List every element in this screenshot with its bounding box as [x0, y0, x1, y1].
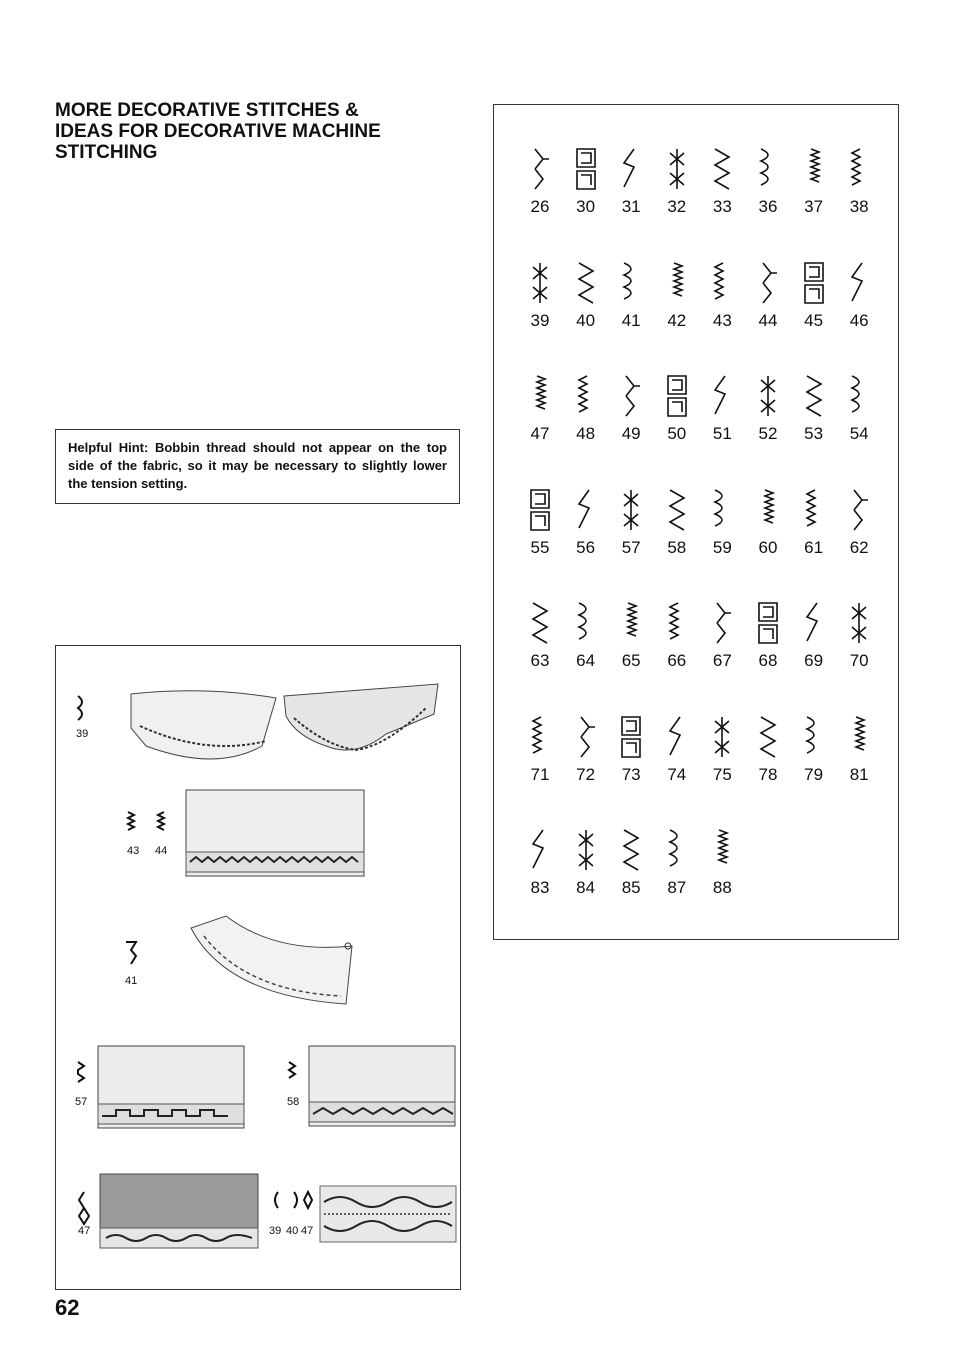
- stitch-pattern-icon: [745, 484, 791, 536]
- sample-label: 40: [286, 1225, 299, 1237]
- stitch-46: [836, 257, 882, 337]
- stitch-47: [517, 370, 563, 450]
- stitch-73: [608, 711, 654, 791]
- sample-label: 58: [287, 1096, 300, 1108]
- sample-label: 41: [125, 975, 138, 987]
- stitch-number: 85: [621, 878, 641, 897]
- stitch-40: [563, 257, 609, 337]
- stitch-number: 47: [530, 424, 550, 443]
- stitch-55: [517, 484, 563, 564]
- stitch-number: 72: [576, 764, 596, 784]
- stitch-83: [517, 824, 563, 904]
- stitch-pattern-icon: [836, 484, 882, 536]
- stitch-45: [791, 257, 837, 337]
- stitch-85: [608, 824, 654, 904]
- stitch-number: 71: [530, 764, 550, 784]
- stitch-pattern-icon: [745, 257, 791, 309]
- stitch-number: 66: [667, 651, 687, 670]
- sample-label: 43: [127, 845, 140, 857]
- stitch-pattern-icon: [608, 711, 654, 763]
- stitch-87: [654, 824, 700, 904]
- stitch-26: [517, 143, 563, 223]
- stitch-number: 68: [758, 651, 778, 670]
- stitch-number: 53: [804, 424, 824, 443]
- stitch-pattern-icon: [608, 143, 654, 195]
- stitch-72: [563, 711, 609, 791]
- stitch-62: [836, 484, 882, 564]
- stitch-65: [608, 597, 654, 677]
- stitch-number: 33: [712, 197, 732, 216]
- stitch-33: [699, 143, 745, 223]
- stitch-pattern-icon: [563, 484, 609, 536]
- stitch-pattern-icon: [608, 484, 654, 536]
- stitch-pattern-icon: [745, 143, 791, 195]
- stitch-69: [791, 597, 837, 677]
- stitch-32: [654, 143, 700, 223]
- stitch-pattern-icon: [699, 484, 745, 536]
- stitch-number: 38: [849, 197, 869, 216]
- stitch-number: 40: [576, 310, 596, 330]
- page-title: [55, 100, 455, 163]
- stitch-number: 56: [576, 537, 596, 557]
- sample-band-39-40-47: [320, 1186, 456, 1242]
- stitch-59: [699, 484, 745, 564]
- stitch-81: [836, 711, 882, 791]
- stitch-pattern-icon: [836, 257, 882, 309]
- stitch-pattern-icon: [836, 711, 882, 763]
- title-line: IDEAS FOR DECORATIVE MACHINE: [55, 121, 381, 142]
- stitch-57: [608, 484, 654, 564]
- stitch-37: [791, 143, 837, 223]
- stitch-pattern-icon: [517, 711, 563, 763]
- stitch-49: [608, 370, 654, 450]
- stitch-number: 49: [621, 424, 641, 443]
- stitch-58: [654, 484, 700, 564]
- stitch-number: 74: [667, 764, 687, 784]
- stitch-pattern-icon: [791, 711, 837, 763]
- stitch-pattern-icon: [699, 257, 745, 309]
- stitch-number: 58: [667, 537, 687, 557]
- stitch-number: 78: [758, 764, 778, 784]
- stitch-36: [745, 143, 791, 223]
- stitch-79: [791, 711, 837, 791]
- sample-collar-right: [284, 684, 438, 750]
- stitch-number: 55: [530, 537, 550, 557]
- sample-curved-41: [191, 916, 352, 1004]
- stitch-number: 75: [712, 764, 732, 784]
- stitch-68: [745, 597, 791, 677]
- stitch-pattern-icon: [608, 257, 654, 309]
- stitch-number: 60: [758, 537, 778, 557]
- stitch-number: 37: [804, 197, 824, 216]
- sample-label: 57: [75, 1096, 88, 1108]
- title-line: STITCHING: [55, 142, 158, 163]
- stitch-pattern-icon: [745, 597, 791, 649]
- stitch-number: 48: [576, 424, 596, 443]
- stitch-pattern-icon: [745, 370, 791, 422]
- stitch-number: 43: [712, 310, 732, 330]
- stitch-pattern-icon: [608, 597, 654, 649]
- stitch-samples-panel: [55, 645, 461, 1290]
- stitch-number: 63: [530, 651, 550, 670]
- stitch-number: 79: [804, 764, 824, 784]
- stitch-number: 54: [849, 424, 869, 443]
- stitch-pattern-icon: [563, 824, 609, 876]
- stitch-number: 83: [530, 878, 550, 897]
- stitch-number: 51: [712, 424, 732, 443]
- sample-label: 39: [269, 1225, 282, 1237]
- stitch-number: 36: [758, 197, 778, 216]
- stitch-pattern-icon: [563, 370, 609, 422]
- stitch-pattern-icon: [563, 257, 609, 309]
- stitch-number: 31: [621, 197, 641, 216]
- stitch-number: 42: [667, 310, 687, 330]
- stitch-pattern-icon: [563, 597, 609, 649]
- stitch-number: 30: [576, 197, 596, 216]
- stitch-number: 62: [849, 537, 869, 557]
- stitch-44: [745, 257, 791, 337]
- stitch-number: 46: [849, 310, 869, 330]
- stitch-53: [791, 370, 837, 450]
- stitch-number: 57: [621, 537, 641, 557]
- stitch-pattern-icon: [699, 711, 745, 763]
- stitch-number: 61: [804, 537, 824, 557]
- stitch-number: 32: [667, 197, 687, 216]
- stitch-pattern-icon: [654, 711, 700, 763]
- stitch-number: 39: [530, 310, 550, 330]
- stitch-pattern-icon: [791, 370, 837, 422]
- sample-hem-57: [98, 1046, 244, 1128]
- stitch-30: [563, 143, 609, 223]
- stitch-56: [563, 484, 609, 564]
- stitch-42: [654, 257, 700, 337]
- stitch-number: 70: [849, 651, 869, 670]
- sample-hem-43-44: [186, 790, 364, 876]
- stitch-pattern-icon: [791, 143, 837, 195]
- stitch-48: [563, 370, 609, 450]
- stitch-52: [745, 370, 791, 450]
- stitch-pattern-icon: [791, 257, 837, 309]
- sample-hem-58: [309, 1046, 455, 1126]
- stitch-63: [517, 597, 563, 677]
- helpful-hint-text: Helpful Hint: Bobbin thread should not appear on the top side of the fabric, so it may be necessary to slightly lower the tension setting.: [68, 440, 447, 491]
- stitch-number: 26: [530, 197, 550, 216]
- stitch-75: [699, 711, 745, 791]
- stitch-60: [745, 484, 791, 564]
- stitch-pattern-icon: [654, 143, 700, 195]
- helpful-hint-box: [55, 429, 460, 504]
- stitch-pattern-icon: [699, 370, 745, 422]
- stitch-39: [517, 257, 563, 337]
- sample-label: 44: [155, 845, 168, 857]
- stitch-pattern-icon: [608, 370, 654, 422]
- stitch-number: 87: [667, 878, 687, 897]
- stitch-pattern-icon: [699, 597, 745, 649]
- stitch-38: [836, 143, 882, 223]
- stitch-74: [654, 711, 700, 791]
- stitch-pattern-icon: [699, 143, 745, 195]
- stitch-61: [791, 484, 837, 564]
- stitch-chart-panel: [493, 104, 899, 940]
- stitch-pattern-icon: [791, 484, 837, 536]
- stitch-number: 81: [849, 764, 869, 784]
- stitch-pattern-icon: [517, 143, 563, 195]
- stitch-88: [699, 824, 745, 904]
- stitch-70: [836, 597, 882, 677]
- stitch-number: 73: [621, 764, 641, 784]
- stitch-64: [563, 597, 609, 677]
- stitch-number: 41: [621, 310, 641, 330]
- stitch-pattern-icon: [745, 711, 791, 763]
- stitch-number: 45: [804, 310, 824, 330]
- stitch-pattern-icon: [699, 824, 745, 876]
- sample-label: 39: [76, 728, 89, 740]
- stitch-pattern-icon: [517, 597, 563, 649]
- stitch-pattern-icon: [654, 370, 700, 422]
- stitch-pattern-icon: [791, 597, 837, 649]
- stitch-84: [563, 824, 609, 904]
- stitch-pattern-icon: [654, 257, 700, 309]
- stitch-pattern-icon: [517, 370, 563, 422]
- stitch-pattern-icon: [654, 597, 700, 649]
- stitch-number: 65: [621, 651, 641, 670]
- stitch-number: 69: [804, 651, 824, 670]
- stitch-number: 64: [576, 651, 596, 670]
- stitch-pattern-icon: [608, 824, 654, 876]
- sample-illustrations: [56, 646, 460, 1289]
- stitch-31: [608, 143, 654, 223]
- sample-label: 47: [301, 1225, 314, 1237]
- stitch-54: [836, 370, 882, 450]
- sample-hem-47: [100, 1174, 258, 1248]
- stitch-number: 50: [667, 424, 687, 443]
- stitch-51: [699, 370, 745, 450]
- stitch-43: [699, 257, 745, 337]
- stitch-pattern-icon: [836, 370, 882, 422]
- stitch-67: [699, 597, 745, 677]
- stitch-pattern-icon: [836, 597, 882, 649]
- stitch-number: 67: [712, 651, 732, 670]
- stitch-pattern-icon: [517, 257, 563, 309]
- stitch-number: 59: [712, 537, 732, 557]
- stitch-pattern-icon: [517, 484, 563, 536]
- sample-label: 47: [78, 1225, 91, 1237]
- sample-collar-left: [131, 691, 276, 759]
- stitch-50: [654, 370, 700, 450]
- stitch-number: 84: [576, 878, 596, 897]
- stitch-78: [745, 711, 791, 791]
- stitch-41: [608, 257, 654, 337]
- stitch-number: 44: [758, 310, 778, 330]
- stitch-pattern-icon: [836, 143, 882, 195]
- stitch-pattern-icon: [563, 711, 609, 763]
- stitch-number: 88: [712, 878, 732, 897]
- stitch-pattern-icon: [654, 824, 700, 876]
- stitch-71: [517, 711, 563, 791]
- stitch-pattern-icon: [563, 143, 609, 195]
- stitch-pattern-icon: [654, 484, 700, 536]
- title-line: MORE DECORATIVE STITCHES &: [55, 100, 359, 121]
- stitch-number: 52: [758, 424, 778, 443]
- page-number: 62: [55, 1295, 80, 1320]
- stitch-pattern-icon: [517, 824, 563, 876]
- stitch-66: [654, 597, 700, 677]
